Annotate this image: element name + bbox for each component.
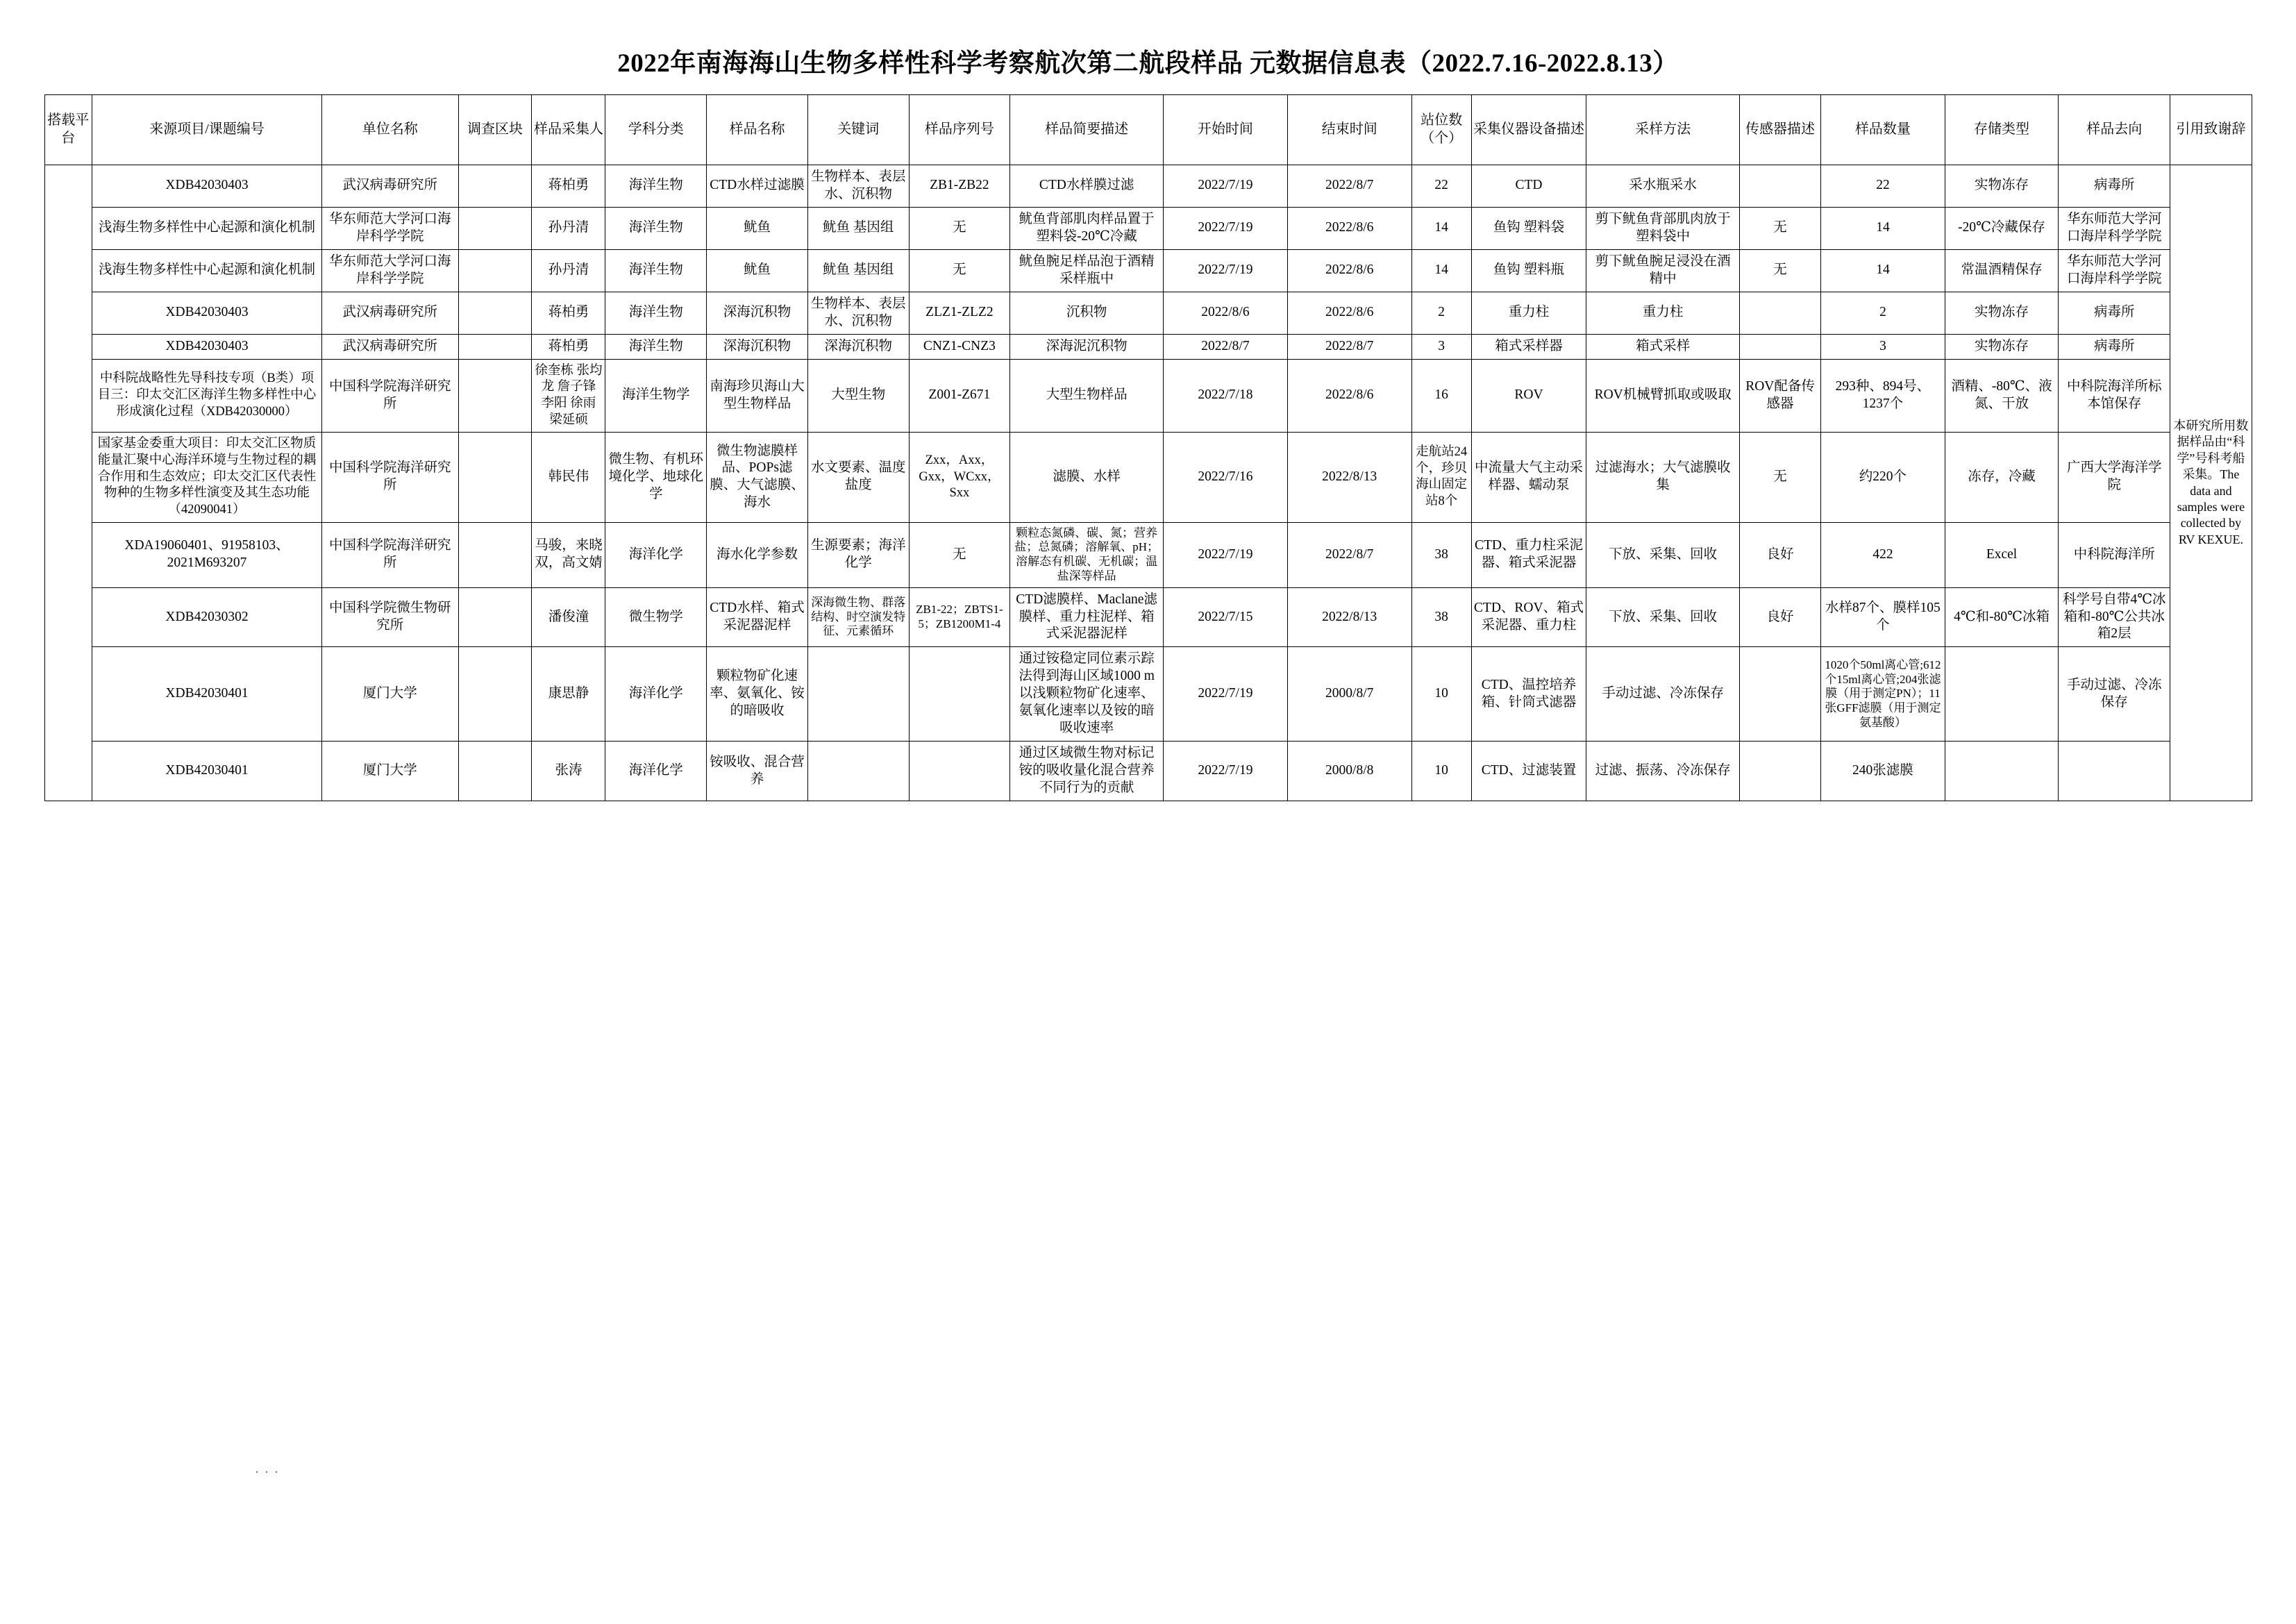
cell-keywords: 鱿鱼 基因组 — [807, 207, 909, 249]
cell-collector: 蒋柏勇 — [532, 334, 605, 359]
cell-equipment: 箱式采样器 — [1471, 334, 1586, 359]
cell-discipline: 海洋生物 — [605, 207, 707, 249]
cell-sample-name: CTD水样过滤膜 — [707, 165, 808, 208]
cell-collector: 潘俊潼 — [532, 587, 605, 647]
table-row — [44, 249, 2252, 292]
cell-sensor: ROV配备传感器 — [1740, 359, 1821, 433]
cell-keywords — [807, 647, 909, 742]
cell-storage: 实物冻存 — [1945, 165, 2058, 208]
cell-sample-name: 鱿鱼 — [707, 207, 808, 249]
cell-stations: 16 — [1411, 359, 1471, 433]
cell-block — [458, 433, 532, 522]
cell-unit: 武汉病毒研究所 — [322, 292, 458, 334]
cell-serial: 无 — [909, 249, 1010, 292]
cell-method: 箱式采样 — [1586, 334, 1740, 359]
column-header-serial: 样品序列号 — [909, 95, 1010, 165]
cell-quantity: 水样87个、膜样105个 — [1821, 587, 1945, 647]
column-header-unit: 单位名称 — [322, 95, 458, 165]
cell-collector: 孙丹清 — [532, 207, 605, 249]
cell-unit: 华东师范大学河口海岸科学学院 — [322, 249, 458, 292]
cell-project: XDB42030403 — [92, 292, 321, 334]
cell-stations: 走航站24个，珍贝海山固定站8个 — [1411, 433, 1471, 522]
cell-method: 剪下鱿鱼腕足浸没在酒精中 — [1586, 249, 1740, 292]
page-title: 2022年南海海山生物多样性科学考察航次第二航段样品 元数据信息表（2022.7.16-2022.8.13） — [617, 49, 1679, 78]
table-row — [44, 292, 2252, 334]
cell-keywords: 深海微生物、群落结构、时空演发特征、元素循环 — [811, 595, 906, 638]
cell-sample-name: 南海珍贝海山大型生物样品 — [707, 359, 808, 433]
cell-end-time: 2022/8/6 — [1287, 249, 1411, 292]
cell-start-time: 2022/7/19 — [1164, 742, 1288, 801]
cell-start-time: 2022/7/19 — [1164, 249, 1288, 292]
cell-method: 下放、采集、回收 — [1586, 587, 1740, 647]
cell-stations: 2 — [1411, 292, 1471, 334]
cell-description: 大型生物样品 — [1010, 359, 1164, 433]
cell-sensor: 良好 — [1740, 522, 1821, 587]
cell-block — [458, 587, 532, 647]
cell-method: 剪下鱿鱼背部肌肉放于塑料袋中 — [1586, 207, 1740, 249]
cell-discipline: 海洋生物 — [605, 165, 707, 208]
cell-platform — [44, 165, 92, 801]
cell-destination: 华东师范大学河口海岸科学学院 — [2059, 207, 2170, 249]
cell-start-time: 2022/7/15 — [1164, 587, 1288, 647]
cell-destination: 科学号自带4℃冰箱和-80℃公共冰箱2层 — [2059, 587, 2170, 647]
cell-serial: 无 — [909, 522, 1010, 587]
cell-end-time: 2000/8/7 — [1287, 647, 1411, 742]
cell-project: 国家基金委重大项目：印太交汇区物质能量汇聚中心海洋环境与生物过程的耦合作用和生态效应；印太交汇区代表性物种的生物多样性演变及其生态功能（42090041） — [92, 433, 321, 522]
cell-stations: 3 — [1411, 334, 1471, 359]
cell-serial: CNZ1-CNZ3 — [909, 334, 1010, 359]
cell-discipline: 海洋生物 — [605, 292, 707, 334]
column-header-discipline: 学科分类 — [605, 95, 707, 165]
cell-serial: ZB1-22；ZBTS1-5；ZB1200M1-4 — [909, 587, 1010, 647]
cell-method: 过滤海水；大气滤膜收集 — [1586, 433, 1740, 522]
cell-method: 采水瓶采水 — [1586, 165, 1740, 208]
cell-equipment: 中流量大气主动采样器、蠕动泵 — [1471, 433, 1586, 522]
cell-description: 滤膜、水样 — [1010, 433, 1164, 522]
cell-collector: 蒋柏勇 — [532, 292, 605, 334]
cell-collector: 张涛 — [532, 742, 605, 801]
cell-stations: 38 — [1411, 522, 1471, 587]
cell-storage: 常温酒精保存 — [1945, 249, 2058, 292]
cell-method: 重力柱 — [1586, 292, 1740, 334]
cell-project: XDB42030403 — [92, 165, 321, 208]
cell-project: XDB42030302 — [92, 587, 321, 647]
cell-quantity: 3 — [1821, 334, 1945, 359]
column-header-storage: 存储类型 — [1945, 95, 2058, 165]
cell-block — [458, 292, 532, 334]
cell-start-time: 2022/7/16 — [1164, 433, 1288, 522]
cell-quantity: 约220个 — [1821, 433, 1945, 522]
page-continuation-marker: . . . — [255, 1464, 280, 1475]
cell-block — [458, 334, 532, 359]
column-header-quantity: 样品数量 — [1821, 95, 1945, 165]
cell-stations: 14 — [1411, 249, 1471, 292]
cell-quantity: 22 — [1821, 165, 1945, 208]
cell-sample-name: 深海沉积物 — [707, 334, 808, 359]
table-row — [44, 433, 2252, 522]
cell-description: 通过铵稳定同位素示踪法得到海山区域1000 m以浅颗粒物矿化速率、氨氧化速率以及铵的暗吸收速率 — [1010, 647, 1164, 742]
cell-collector: 孙丹清 — [532, 249, 605, 292]
cell-discipline: 海洋生物 — [605, 249, 707, 292]
cell-collector: 马骏，来晓双，高文婧 — [532, 522, 605, 587]
cell-method: 手动过滤、冷冻保存 — [1586, 647, 1740, 742]
cell-serial: ZLZ1-ZLZ2 — [909, 292, 1010, 334]
cell-block — [458, 522, 532, 587]
column-header-method: 采样方法 — [1586, 95, 1740, 165]
cell-equipment: CTD — [1471, 165, 1586, 208]
column-header-stations: 站位数（个） — [1411, 95, 1471, 165]
cell-keywords: 生物样本、表层水、沉积物 — [807, 165, 909, 208]
cell-quantity: 293种、894号、1237个 — [1821, 359, 1945, 433]
cell-storage: Excel — [1945, 522, 2058, 587]
cell-method: ROV机械臂抓取或吸取 — [1586, 359, 1740, 433]
column-header-keywords: 关键词 — [807, 95, 909, 165]
cell-project: XDB42030401 — [92, 742, 321, 801]
cell-serial: Z001-Z671 — [909, 359, 1010, 433]
cell-quantity: 1020个50ml离心管;612个15ml离心管;204张滤膜（用于测定PN）；11张GFF滤膜（用于测定氨基酸） — [1821, 647, 1945, 742]
cell-stations: 22 — [1411, 165, 1471, 208]
cell-destination: 手动过滤、冷冻保存 — [2059, 647, 2170, 742]
cell-sample-name: 铵吸收、混合营养 — [707, 742, 808, 801]
table-row — [44, 359, 2252, 433]
column-header-collector: 样品采集人 — [532, 95, 605, 165]
cell-sensor — [1740, 647, 1821, 742]
cell-sensor: 无 — [1740, 207, 1821, 249]
cell-equipment: CTD、ROV、箱式采泥器、重力柱 — [1471, 587, 1586, 647]
table-row — [44, 522, 2252, 587]
cell-stations: 10 — [1411, 647, 1471, 742]
cell-unit: 中国科学院微生物研究所 — [322, 587, 458, 647]
column-header-acknowledgement: 引用致谢辞 — [2170, 95, 2252, 165]
cell-unit: 厦门大学 — [322, 742, 458, 801]
cell-equipment: 重力柱 — [1471, 292, 1586, 334]
cell-description: CTD滤膜样、Maclane滤膜样、重力柱泥样、箱式采泥器泥样 — [1010, 587, 1164, 647]
cell-collector: 徐奎栋 张均龙 詹子锋 李阳 徐雨 梁延硕 — [532, 359, 605, 433]
cell-keywords — [807, 742, 909, 801]
cell-discipline: 微生物、有机环境化学、地球化学 — [605, 433, 707, 522]
cell-keywords: 生源要素；海洋化学 — [807, 522, 909, 587]
cell-start-time: 2022/7/19 — [1164, 207, 1288, 249]
column-header-start-time: 开始时间 — [1164, 95, 1288, 165]
cell-sample-name: CTD水样、箱式采泥器泥样 — [707, 587, 808, 647]
cell-method: 过滤、振荡、冷冻保存 — [1586, 742, 1740, 801]
cell-project: XDB42030403 — [92, 334, 321, 359]
cell-quantity: 14 — [1821, 249, 1945, 292]
cell-keywords: 水文要素、温度盐度 — [807, 433, 909, 522]
cell-end-time: 2022/8/13 — [1287, 587, 1411, 647]
cell-description: 深海泥沉积物 — [1010, 334, 1164, 359]
cell-block — [458, 647, 532, 742]
cell-sensor: 良好 — [1740, 587, 1821, 647]
cell-description: 鱿鱼背部肌肉样品置于塑料袋-20℃冷藏 — [1010, 207, 1164, 249]
cell-keywords: 大型生物 — [807, 359, 909, 433]
cell-discipline: 海洋化学 — [605, 647, 707, 742]
cell-project: 浅海生物多样性中心起源和演化机制 — [92, 249, 321, 292]
table-row — [44, 587, 2252, 647]
cell-description: CTD水样膜过滤 — [1010, 165, 1164, 208]
cell-discipline: 海洋化学 — [605, 522, 707, 587]
cell-description: 颗粒态氮磷、碳、氮；营养盐；总氮磷；溶解氧、pH；溶解态有机碳、无机碳；温盐深等样品 — [1014, 526, 1159, 583]
cell-quantity: 422 — [1821, 522, 1945, 587]
cell-stations: 10 — [1411, 742, 1471, 801]
cell-sensor — [1740, 165, 1821, 208]
cell-acknowledgement: 本研究所用数据样品由“科学”号科考船采集。The data and samples were collected by RV KEXUE. — [2170, 165, 2252, 801]
column-header-end-time: 结束时间 — [1287, 95, 1411, 165]
cell-destination: 病毒所 — [2059, 165, 2170, 208]
cell-end-time: 2022/8/7 — [1287, 334, 1411, 359]
cell-storage: 实物冻存 — [1945, 292, 2058, 334]
cell-destination: 中科院海洋所标本馆保存 — [2059, 359, 2170, 433]
cell-discipline: 海洋生物 — [605, 334, 707, 359]
cell-storage: -20℃冷藏保存 — [1945, 207, 2058, 249]
table-row — [44, 334, 2252, 359]
table-row — [44, 207, 2252, 249]
cell-unit: 华东师范大学河口海岸科学学院 — [322, 207, 458, 249]
cell-destination: 中科院海洋所 — [2059, 522, 2170, 587]
cell-discipline: 微生物学 — [605, 587, 707, 647]
cell-storage — [1945, 742, 2058, 801]
cell-end-time: 2022/8/6 — [1287, 207, 1411, 249]
cell-block — [458, 207, 532, 249]
cell-description: 鱿鱼腕足样品泡于酒精采样瓶中 — [1010, 249, 1164, 292]
table-row — [44, 742, 2252, 801]
cell-serial: 无 — [909, 207, 1010, 249]
table-row — [44, 647, 2252, 742]
cell-keywords: 鱿鱼 基因组 — [807, 249, 909, 292]
cell-keywords: 生物样本、表层水、沉积物 — [807, 292, 909, 334]
cell-end-time: 2022/8/7 — [1287, 522, 1411, 587]
cell-method: 下放、采集、回收 — [1586, 522, 1740, 587]
cell-start-time: 2022/8/6 — [1164, 292, 1288, 334]
cell-project: 中科院战略性先导科技专项（B类）项目三：印太交汇区海洋生物多样性中心形成演化过程（XDB42030000） — [92, 359, 321, 433]
cell-destination: 华东师范大学河口海岸科学学院 — [2059, 249, 2170, 292]
metadata-table — [44, 94, 2252, 801]
cell-start-time: 2022/7/19 — [1164, 647, 1288, 742]
cell-description: 沉积物 — [1010, 292, 1164, 334]
table-header-row — [44, 95, 2252, 165]
cell-destination: 广西大学海洋学院 — [2059, 433, 2170, 522]
table-body — [44, 165, 2252, 801]
cell-unit: 武汉病毒研究所 — [322, 334, 458, 359]
cell-sample-name: 鱿鱼 — [707, 249, 808, 292]
cell-block — [458, 359, 532, 433]
cell-sample-name: 微生物滤膜样品、POPs滤膜、大气滤膜、海水 — [707, 433, 808, 522]
cell-equipment: CTD、重力柱采泥器、箱式采泥器 — [1471, 522, 1586, 587]
cell-storage: 冻存，冷藏 — [1945, 433, 2058, 522]
column-header-platform: 搭载平台 — [44, 95, 92, 165]
cell-block — [458, 742, 532, 801]
cell-keywords: 深海沉积物 — [807, 334, 909, 359]
cell-end-time: 2022/8/6 — [1287, 292, 1411, 334]
cell-serial: ZB1-ZB22 — [909, 165, 1010, 208]
cell-serial — [909, 647, 1010, 742]
column-header-destination: 样品去向 — [2059, 95, 2170, 165]
cell-storage: 酒精、-80℃、液氮、干放 — [1945, 359, 2058, 433]
cell-unit: 武汉病毒研究所 — [322, 165, 458, 208]
cell-end-time: 2022/8/13 — [1287, 433, 1411, 522]
cell-unit: 中国科学院海洋研究所 — [322, 433, 458, 522]
cell-stations: 14 — [1411, 207, 1471, 249]
cell-start-time: 2022/7/19 — [1164, 165, 1288, 208]
cell-equipment: 鱼钩 塑料瓶 — [1471, 249, 1586, 292]
cell-serial: Zxx，Axx，Gxx，WCxx，Sxx — [909, 433, 1010, 522]
cell-start-time: 2022/7/19 — [1164, 522, 1288, 587]
cell-equipment: ROV — [1471, 359, 1586, 433]
cell-block — [458, 249, 532, 292]
cell-destination: 病毒所 — [2059, 334, 2170, 359]
cell-end-time: 2000/8/8 — [1287, 742, 1411, 801]
cell-sensor: 无 — [1740, 433, 1821, 522]
cell-collector: 蒋柏勇 — [532, 165, 605, 208]
cell-sensor — [1740, 334, 1821, 359]
cell-sample-name: 深海沉积物 — [707, 292, 808, 334]
column-header-block: 调查区块 — [458, 95, 532, 165]
cell-sample-name: 海水化学参数 — [707, 522, 808, 587]
cell-sensor — [1740, 292, 1821, 334]
cell-quantity: 14 — [1821, 207, 1945, 249]
cell-end-time: 2022/8/7 — [1287, 165, 1411, 208]
cell-equipment: CTD、过滤装置 — [1471, 742, 1586, 801]
cell-project: XDB42030401 — [92, 647, 321, 742]
cell-project: XDA19060401、91958103、2021M693207 — [92, 522, 321, 587]
table-row — [44, 165, 2252, 208]
cell-destination — [2059, 742, 2170, 801]
column-header-equipment: 采集仪器设备描述 — [1471, 95, 1586, 165]
cell-equipment: CTD、温控培养箱、针筒式滤器 — [1471, 647, 1586, 742]
cell-project: 浅海生物多样性中心起源和演化机制 — [92, 207, 321, 249]
cell-end-time: 2022/8/6 — [1287, 359, 1411, 433]
column-header-description: 样品简要描述 — [1010, 95, 1164, 165]
cell-sensor: 无 — [1740, 249, 1821, 292]
cell-sensor — [1740, 742, 1821, 801]
cell-block — [458, 165, 532, 208]
cell-storage — [1945, 647, 2058, 742]
cell-description: 通过区域微生物对标记铵的吸收量化混合营养不同行为的贡献 — [1010, 742, 1164, 801]
cell-collector: 韩民伟 — [532, 433, 605, 522]
cell-unit: 厦门大学 — [322, 647, 458, 742]
cell-unit: 中国科学院海洋研究所 — [322, 522, 458, 587]
cell-storage: 4℃和-80℃冰箱 — [1945, 587, 2058, 647]
cell-start-time: 2022/8/7 — [1164, 334, 1288, 359]
column-header-sample-name: 样品名称 — [707, 95, 808, 165]
cell-start-time: 2022/7/18 — [1164, 359, 1288, 433]
cell-unit: 中国科学院海洋研究所 — [322, 359, 458, 433]
cell-equipment: 鱼钩 塑料袋 — [1471, 207, 1586, 249]
cell-quantity: 2 — [1821, 292, 1945, 334]
cell-discipline: 海洋化学 — [605, 742, 707, 801]
cell-serial — [909, 742, 1010, 801]
cell-storage: 实物冻存 — [1945, 334, 2058, 359]
column-header-project: 来源项目/课题编号 — [92, 95, 321, 165]
cell-quantity: 240张滤膜 — [1821, 742, 1945, 801]
column-header-sensor: 传感器描述 — [1740, 95, 1821, 165]
cell-collector: 康思静 — [532, 647, 605, 742]
cell-sample-name: 颗粒物矿化速率、氨氧化、铵的暗吸收 — [707, 647, 808, 742]
cell-destination: 病毒所 — [2059, 292, 2170, 334]
cell-stations: 38 — [1411, 587, 1471, 647]
cell-discipline: 海洋生物学 — [605, 359, 707, 433]
